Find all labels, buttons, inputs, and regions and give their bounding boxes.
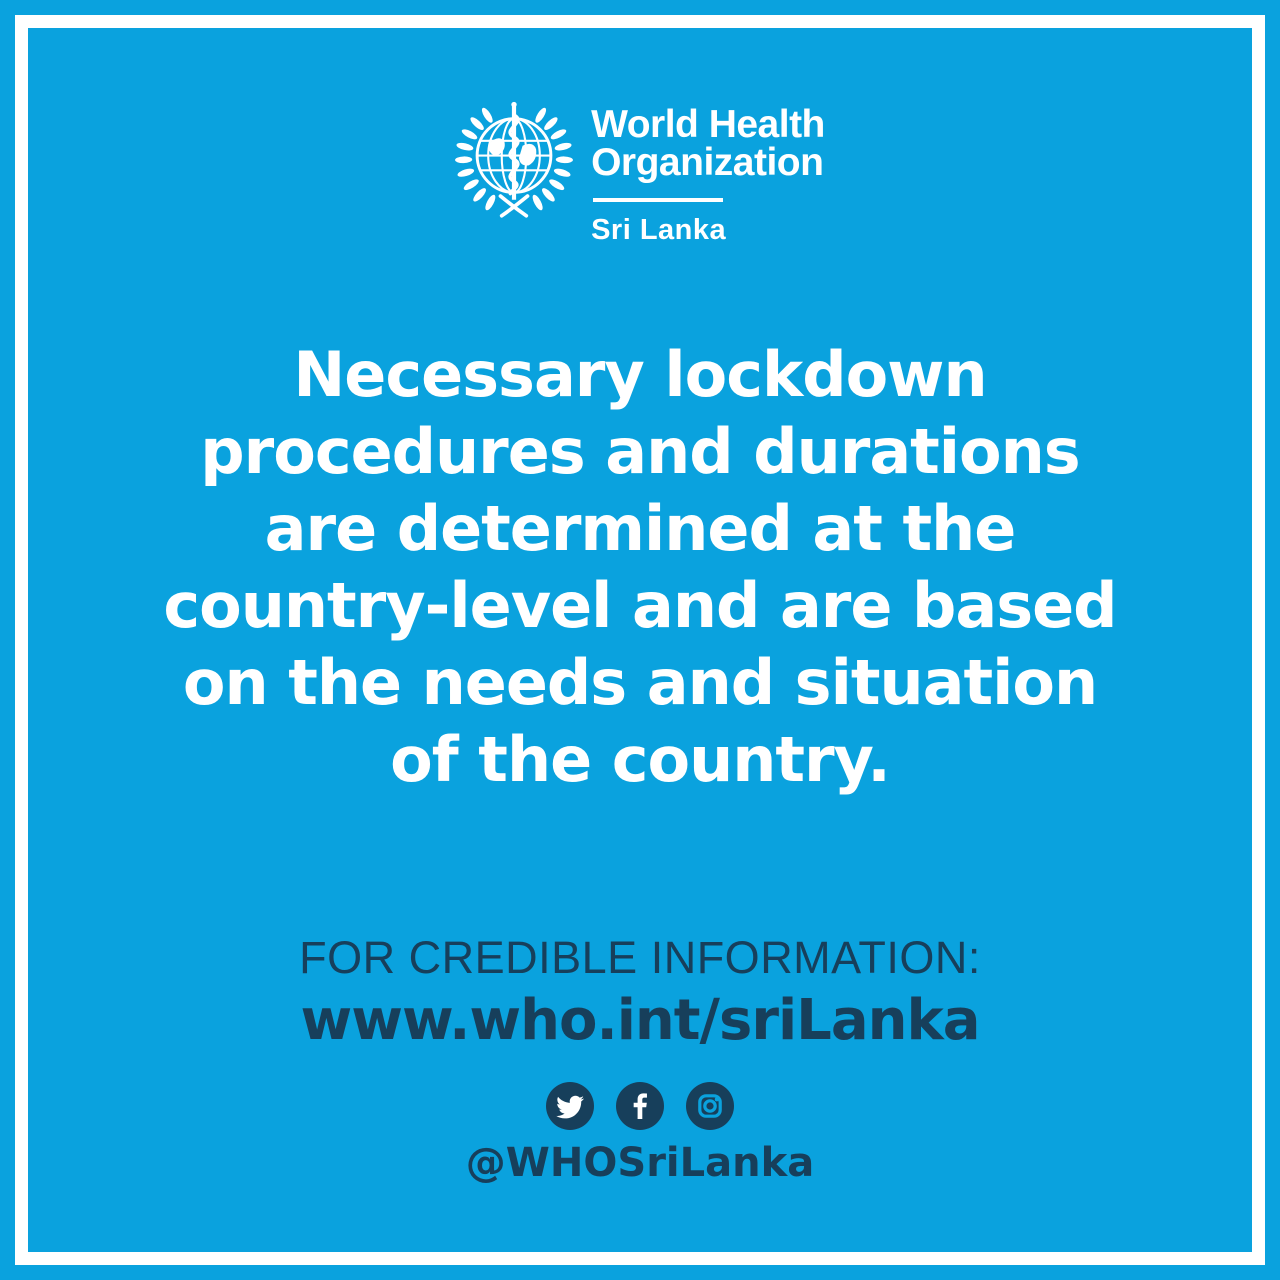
who-emblem-icon xyxy=(455,94,573,227)
message-line: Necessary lockdown xyxy=(293,338,987,411)
main-message xyxy=(0,336,1280,798)
message-line: procedures and durations xyxy=(200,415,1080,488)
social-icons-row xyxy=(0,1082,1280,1130)
message-line: country-level and are based xyxy=(163,569,1117,642)
staff-of-asclepius xyxy=(510,102,518,200)
who-url-link[interactable]: www.who.int/sriLanka xyxy=(300,988,980,1053)
message-line: of the country. xyxy=(390,723,890,796)
who-logo xyxy=(0,92,1280,247)
credible-info-label: FOR CREDIBLE INFORMATION: xyxy=(299,932,981,983)
facebook-icon[interactable] xyxy=(616,1082,664,1130)
who-name-line2: Organization xyxy=(591,141,824,184)
instagram-icon[interactable] xyxy=(686,1082,734,1130)
who-name-line1: World Health xyxy=(591,103,825,146)
twitter-icon[interactable] xyxy=(546,1082,594,1130)
social-handle[interactable]: @WHOSriLanka xyxy=(465,1140,815,1186)
message-line: on the needs and situation xyxy=(182,646,1098,719)
logo-divider xyxy=(593,198,723,202)
who-country-label: Sri Lanka xyxy=(591,214,727,246)
who-logo-text xyxy=(591,92,825,247)
message-line: are determined at the xyxy=(264,492,1016,565)
